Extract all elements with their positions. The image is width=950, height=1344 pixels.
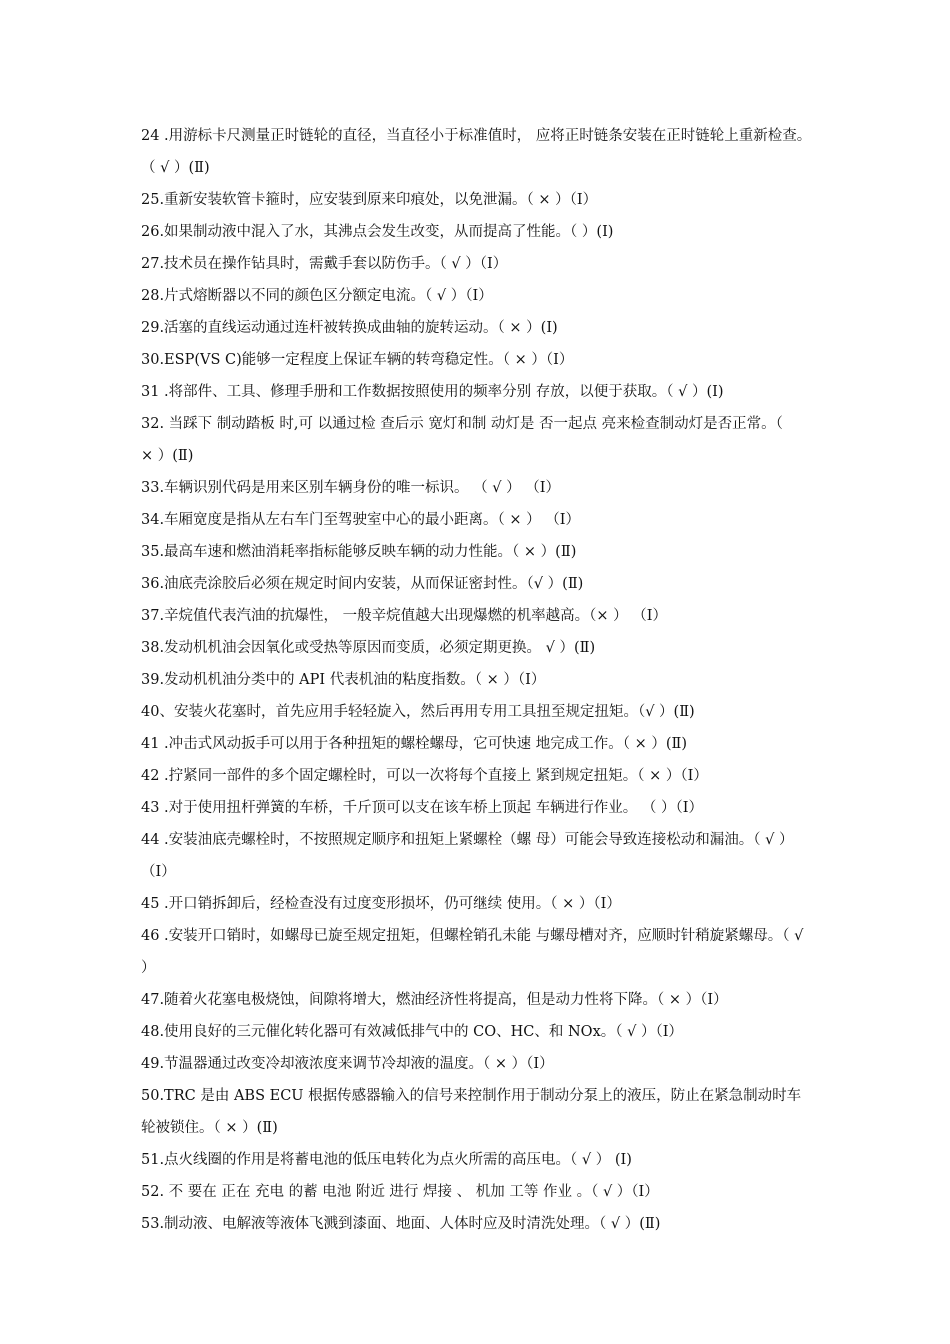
text-line: 26.如果制动液中混入了水，其沸点会发生改变，从而提高了性能。（ ）(Ⅰ) bbox=[141, 224, 614, 240]
text-line: 50.TRC 是由 ABS ECU 根据传感器输入的信号来控制作用于制动分泵上的液压，防止在紧急制动时车 bbox=[141, 1088, 802, 1104]
text-line: 43 .对于使用扭杆弹簧的车桥，千斤顶可以支在该车桥上顶起 车辆进行作业。 （ ）（Ⅰ） bbox=[141, 800, 703, 816]
text-line: 38.发动机机油会因氧化或受热等原因而变质，必须定期更换。 √ ）(Ⅱ) bbox=[141, 640, 596, 656]
text-line: 53.制动液、电解液等液体飞溅到漆面、地面、人体时应及时清洗处理。（ √ ）(Ⅱ) bbox=[141, 1216, 661, 1232]
text-line: 40、安装火花塞时，首先应用手轻轻旋入，然后再用专用工具扭至规定扭矩。（√ ）(Ⅱ) bbox=[141, 704, 695, 720]
text-line: × ）(Ⅱ) bbox=[141, 448, 194, 464]
text-line: 49.节温器通过改变冷却液浓度来调节冷却液的温度。（ × ）（Ⅰ） bbox=[141, 1056, 554, 1072]
text-line: 46 .安装开口销时，如螺母已旋至规定扭矩，但螺栓销孔未能 与螺母槽对齐，应顺时针稍旋紧螺母。（ √ bbox=[141, 928, 804, 944]
text-line: 25.重新安装软管卡箍时，应安装到原来印痕处，以免泄漏。（ × ）（Ⅰ） bbox=[141, 192, 598, 208]
text-line: 24 .用游标卡尺测量正时链轮的直径，当直径小于标准值时， 应将正时链条安装在正时链轮上重新检查。 bbox=[141, 128, 812, 144]
text-line: 41 .冲击式风动扳手可以用于各种扭矩的螺栓螺母，它可快速 地完成工作。（ × ）(Ⅱ) bbox=[141, 736, 688, 752]
text-line: 34.车厢宽度是指从左右车门至驾驶室中心的最小距离。（ × ） （Ⅰ） bbox=[141, 512, 581, 528]
text-line: 28.片式熔断器以不同的颜色区分额定电流。（ √ ）（Ⅰ） bbox=[141, 288, 493, 304]
text-line: 35.最高车速和燃油消耗率指标能够反映车辆的动力性能。（ × ）(Ⅱ) bbox=[141, 544, 577, 560]
text-line: 27.技术员在操作钻具时，需戴手套以防伤手。（ √ ）（Ⅰ） bbox=[141, 256, 508, 272]
text-line: 30.ESP(VS C)能够一定程度上保证车辆的转弯稳定性。（ × ）（Ⅰ） bbox=[141, 352, 574, 368]
text-line: （ √ ）(Ⅱ) bbox=[141, 160, 210, 176]
text-line: 37.辛烷值代表汽油的抗爆性， 一般辛烷值越大出现爆燃的机率越高。（× ） （Ⅰ） bbox=[141, 608, 668, 624]
text-line: 47.随着火花塞电极烧蚀，间隙将增大，燃油经济性将提高，但是动力性将下降。（ × ）（Ⅰ） bbox=[141, 992, 728, 1008]
text-line: 51.点火线圈的作用是将蓄电池的低压电转化为点火所需的高压电。（ √ ） (Ⅰ) bbox=[141, 1152, 632, 1168]
text-line: ） bbox=[141, 960, 156, 976]
text-line: 32. 当踩下 制动踏板 时,可 以通过检 查后示 宽灯和制 动灯是 否一起点 亮来检查制动灯是否正常。（ bbox=[141, 416, 783, 432]
text-line: 36.油底壳涂胶后必须在规定时间内安装，从而保证密封性。（√ ）(Ⅱ) bbox=[141, 576, 584, 592]
text-line: 52. 不 要在 正在 充电 的蓄 电池 附近 进行 焊接 、 机加 工等 作业 。（ √ ）（Ⅰ） bbox=[141, 1184, 659, 1200]
text-line: 48.使用良好的三元催化转化器可有效减低排气中的 CO、HC、和 NOx。（ √ ）（Ⅰ） bbox=[141, 1024, 683, 1040]
text-line: （Ⅰ） bbox=[141, 864, 176, 880]
text-line: 42 .拧紧同一部件的多个固定螺栓时，可以一次将每个直接上 紧到规定扭矩。（ × ）（Ⅰ） bbox=[141, 768, 708, 784]
text-line: 轮被锁住。（ × ）(Ⅱ) bbox=[141, 1120, 278, 1136]
text-line: 44 .安装油底壳螺栓时，不按照规定顺序和扭矩上紧螺栓（螺 母）可能会导致连接松动和漏油。（ √ ） bbox=[141, 832, 794, 848]
text-line: 33.车辆识别代码是用来区别车辆身份的唯一标识。 （ √ ） （Ⅰ） bbox=[141, 480, 560, 496]
text-line: 31 .将部件、工具、修理手册和工作数据按照使用的频率分别 存放，以便于获取。（ √ ）(Ⅰ) bbox=[141, 384, 724, 400]
question-list bbox=[141, 120, 901, 1240]
text-line: 39.发动机机油分类中的 API 代表机油的粘度指数。（ × ）（Ⅰ） bbox=[141, 672, 546, 688]
text-line: 29.活塞的直线运动通过连杆被转换成曲轴的旋转运动。（ × ）(Ⅰ) bbox=[141, 320, 558, 336]
text-line: 45 .开口销拆卸后，经检查没有过度变形损坏，仍可继续 使用。（ × ）（Ⅰ） bbox=[141, 896, 621, 912]
